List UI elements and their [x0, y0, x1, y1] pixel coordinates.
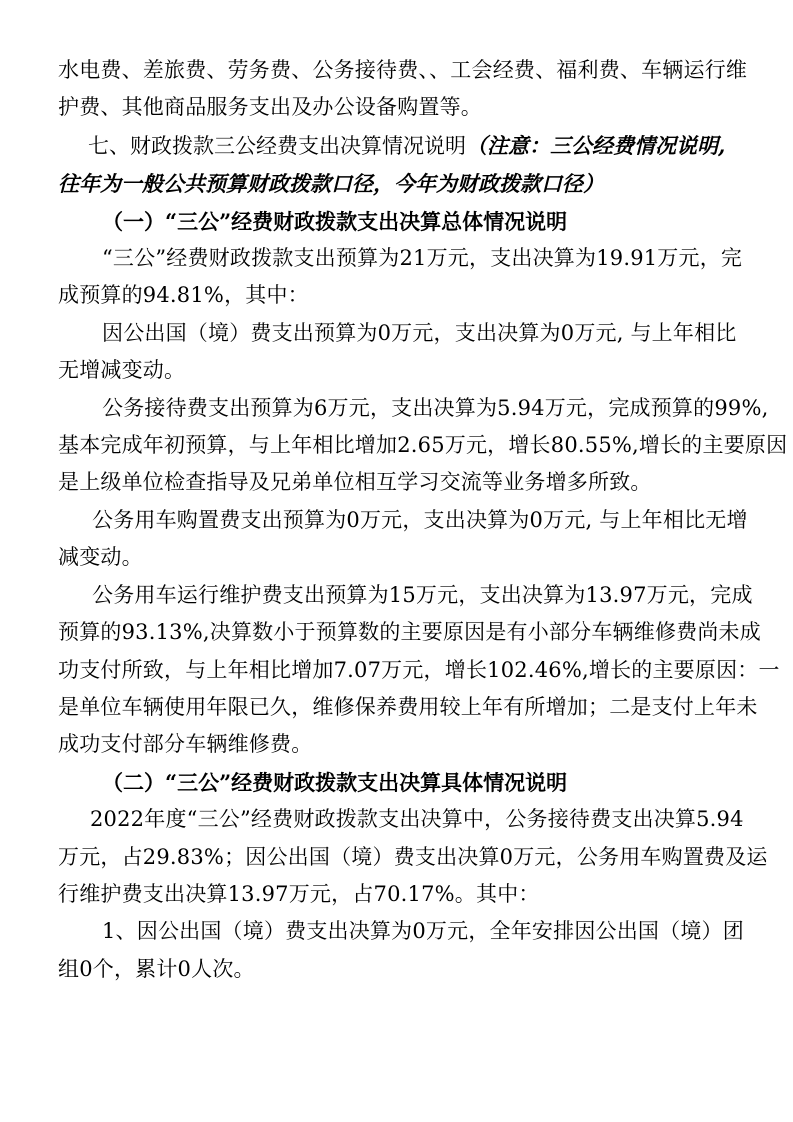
- paragraph-line: 水电费、差旅费、劳务费、公务接待费、、工会经费、福利费、车辆运行维: [58, 58, 748, 82]
- paragraph-line: 公务用车运行维护费支出预算为15万元，支出决算为13.97万元，完成: [92, 582, 753, 607]
- paragraph-line: 因公出国（境）费支出预算为0万元，支出决算为0万元, 与上年相比: [102, 320, 737, 345]
- section-7-note-end: 往年为一般公共预算财政拨款口径，今年为财政拨款口径）: [58, 171, 604, 197]
- paragraph-line: 1、因公出国（境）费支出决算为0万元，全年安排因公出国（境）团: [102, 919, 744, 944]
- subsection-2-title: （二）“三公”经费财政拨款支出决算具体情况说明: [102, 769, 568, 795]
- paragraph-line: 减变动。: [58, 545, 143, 570]
- subsection-1-paragraph-2: [58, 315, 748, 390]
- section-7-title: 七、财政拨款三公经费支出决算情况说明: [88, 133, 466, 158]
- subsection-1-paragraph-4: [58, 502, 748, 577]
- paragraph-line: 无增减变动。: [58, 358, 186, 383]
- document-page: [58, 52, 788, 988]
- continuation-paragraph: [58, 52, 748, 127]
- paragraph-line: 组0个，累计0人次。: [58, 956, 255, 981]
- subsection-1-paragraph-1: [58, 240, 748, 315]
- paragraph-line: 基本完成年初预算，与上年相比增加2.65万元，增长80.55%,增长的主要原因: [58, 433, 788, 458]
- paragraph-line: 行维护费支出决算13.97万元，占70.17%。其中：: [58, 881, 540, 906]
- subsection-2-paragraph-2: [58, 913, 748, 988]
- paragraph-line: 成预算的94.81%，其中：: [58, 283, 309, 308]
- subsection-1-title: （一）“三公”经费财政拨款支出决算总体情况说明: [102, 208, 568, 234]
- paragraph-line: 公务接待费支出预算为6万元，支出决算为5.94万元，完成预算的99%,: [102, 395, 769, 420]
- subsection-1-paragraph-3: [58, 390, 788, 502]
- paragraph-line: 万元，占29.83%；因公出国（境）费支出决算0万元，公务用车购置费及运: [58, 844, 768, 869]
- paragraph-line: 公务用车购置费支出预算为0万元，支出决算为0万元, 与上年相比无增: [92, 507, 748, 532]
- paragraph-line: 是上级单位检查指导及兄弟单位相互学习交流等业务增多所致。: [58, 470, 652, 495]
- paragraph-line: “三公”经费财政拨款支出预算为21万元，支出决算为19.91万元，完: [102, 246, 743, 271]
- paragraph-line: 护费、其他商品服务支出及办公设备购置等。: [58, 95, 482, 120]
- section-7-title-line: [88, 127, 748, 165]
- section-7-note-start: （注意：三公经费情况说明,: [466, 132, 726, 158]
- subsection-1-paragraph-5: [58, 577, 780, 764]
- paragraph-line: 成功支付部分车辆维修费。: [58, 732, 313, 757]
- paragraph-line: 2022年度“三公”经费财政拨款支出决算中，公务接待费支出决算5.94: [90, 807, 744, 832]
- paragraph-line: 预算的93.13%,决算数小于预算数的主要原因是有小部分车辆维修费尚未成: [58, 620, 761, 645]
- paragraph-line: 功支付所致，与上年相比增加7.07万元，增长102.46%,增长的主要原因：一: [58, 657, 780, 682]
- paragraph-line: 是单位车辆使用年限已久，维修保养费用较上年有所增加；二是支付上年未: [58, 694, 758, 719]
- section-7-heading: [58, 127, 748, 165]
- subsection-2-paragraph-1: [58, 801, 768, 913]
